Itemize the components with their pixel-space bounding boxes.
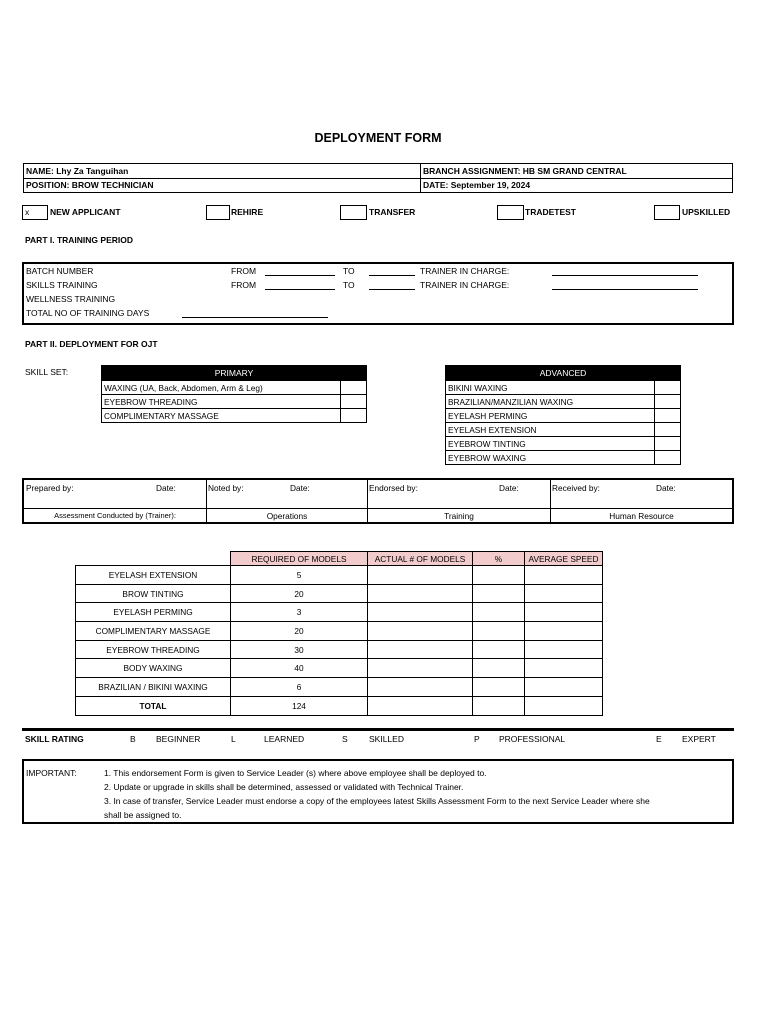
skill-name: EYELASH EXTENSION: [76, 566, 231, 585]
speed-cell[interactable]: [525, 678, 603, 697]
rating-code-p: P: [474, 734, 480, 744]
percent-cell[interactable]: [473, 622, 525, 641]
batch-trainer-field[interactable]: [552, 275, 698, 276]
percent-cell[interactable]: [473, 584, 525, 603]
transfer-checkbox[interactable]: [340, 205, 367, 220]
part2-heading: PART II. DEPLOYMENT FOR OJT: [25, 339, 158, 349]
required-value: 6: [231, 678, 368, 697]
advanced-skill-check[interactable]: [655, 409, 681, 423]
important-note-3: 3. In case of transfer, Service Leader must endorse a copy of the employees latest Skills Assessment Form to the next Service Leader where she: [104, 796, 650, 806]
advanced-skill: BIKINI WAXING: [446, 381, 655, 395]
speed-cell[interactable]: [525, 566, 603, 585]
skills-from-label: FROM: [231, 280, 257, 290]
rating-code-b: B: [130, 734, 136, 744]
advanced-skill-check[interactable]: [655, 395, 681, 409]
percent-total-cell[interactable]: [473, 696, 525, 715]
total-days-field[interactable]: [182, 317, 328, 318]
important-label: IMPORTANT:: [26, 768, 77, 778]
batch-trainer-label: TRAINER IN CHARGE:: [420, 266, 510, 276]
actual-cell[interactable]: [368, 603, 473, 622]
actual-cell[interactable]: [368, 584, 473, 603]
table-row: [76, 622, 603, 641]
required-value: 3: [231, 603, 368, 622]
training-label: Training: [444, 511, 474, 521]
prepared-by-label: Prepared by:: [26, 483, 74, 493]
skills-trainer-label: TRAINER IN CHARGE:: [420, 280, 510, 290]
primary-skill-check[interactable]: [341, 395, 367, 409]
skill-name: BROW TINTING: [76, 584, 231, 603]
transfer-label: TRANSFER: [369, 207, 416, 217]
primary-skill-check[interactable]: [341, 409, 367, 423]
upskilled-checkbox[interactable]: [654, 205, 680, 220]
speed-cell[interactable]: [525, 640, 603, 659]
skills-training-label: SKILLS TRAINING: [26, 280, 98, 290]
rehire-label: REHIRE: [231, 207, 264, 217]
primary-skill: COMPLIMENTARY MASSAGE: [102, 409, 341, 423]
advanced-skill: EYELASH EXTENSION: [446, 423, 655, 437]
skills-from-field[interactable]: [265, 289, 335, 290]
table-row: [76, 584, 603, 603]
models-table: [75, 551, 603, 716]
batch-from-label: FROM: [231, 266, 257, 276]
primary-skill: EYEBROW THREADING: [102, 395, 341, 409]
table-row: [76, 678, 603, 697]
speed-total-cell[interactable]: [525, 696, 603, 715]
rating-name-professional: PROFESSIONAL: [499, 734, 566, 744]
branch-assignment: BRANCH ASSIGNMENT: HB SM GRAND CENTRAL: [423, 166, 627, 176]
rating-code-e: E: [656, 734, 662, 744]
primary-header: PRIMARY: [102, 366, 367, 381]
percent-cell[interactable]: [473, 640, 525, 659]
advanced-header: ADVANCED: [446, 366, 681, 381]
percent-cell[interactable]: [473, 659, 525, 678]
speed-cell[interactable]: [525, 622, 603, 641]
operations-label: Operations: [266, 511, 308, 521]
batch-to-field[interactable]: [369, 275, 415, 276]
received-by-label: Received by:: [552, 483, 600, 493]
required-value: 20: [231, 622, 368, 641]
skill-rating-label: SKILL RATING: [25, 734, 84, 744]
primary-skills-table: [101, 365, 367, 423]
assessment-label: Assessment Conducted by (Trainer):: [54, 511, 176, 520]
skill-set-label: SKILL SET:: [25, 367, 69, 377]
training-period-box: [22, 262, 734, 325]
actual-cell[interactable]: [368, 678, 473, 697]
table-row: [76, 659, 603, 678]
rehire-checkbox[interactable]: [206, 205, 230, 220]
skills-to-label: TO: [343, 280, 355, 290]
actual-cell[interactable]: [368, 659, 473, 678]
endorsed-by-label: Endorsed by:: [369, 483, 418, 493]
part1-heading: PART I. TRAINING PERIOD: [25, 235, 133, 245]
skill-name: COMPLIMENTARY MASSAGE: [76, 622, 231, 641]
table-row: [76, 603, 603, 622]
table-row: [76, 566, 603, 585]
important-note-3-cont: shall be assigned to.: [104, 810, 182, 820]
total-days-label: TOTAL NO OF TRAINING DAYS: [26, 308, 150, 318]
total-row: [76, 696, 603, 715]
hr-label: Human Resource: [609, 511, 674, 521]
advanced-skill: EYELASH PERMING: [446, 409, 655, 423]
new-applicant-label: NEW APPLICANT: [50, 207, 121, 217]
required-models-header: REQUIRED OF MODELS: [231, 552, 368, 566]
total-value: 124: [231, 696, 368, 715]
primary-skill-check[interactable]: [341, 381, 367, 395]
actual-cell[interactable]: [368, 566, 473, 585]
actual-total-cell[interactable]: [368, 696, 473, 715]
tradetest-checkbox[interactable]: [497, 205, 524, 220]
actual-models-header: ACTUAL # OF MODELS: [368, 552, 473, 566]
noted-date-label: Date:: [290, 483, 310, 493]
actual-cell[interactable]: [368, 640, 473, 659]
advanced-skill: BRAZILIAN/MANZILIAN WAXING: [446, 395, 655, 409]
advanced-skill-check[interactable]: [655, 437, 681, 451]
table-row: [76, 640, 603, 659]
page-title: DEPLOYMENT FORM: [314, 131, 442, 145]
advanced-skill: EYEBROW WAXING: [446, 451, 655, 465]
employee-position: POSITION: BROW TECHNICIAN: [26, 180, 154, 190]
endorsed-date-label: Date:: [499, 483, 519, 493]
required-value: 20: [231, 584, 368, 603]
divider: [22, 728, 734, 731]
skills-to-field[interactable]: [369, 289, 415, 290]
important-note-2: 2. Update or upgrade in skills shall be determined, assessed or validated with Technical Trainer.: [104, 782, 464, 792]
advanced-skill: EYEBROW TINTING: [446, 437, 655, 451]
advanced-skill-check[interactable]: [655, 381, 681, 395]
percent-header: %: [473, 552, 525, 566]
speed-cell[interactable]: [525, 584, 603, 603]
percent-cell[interactable]: [473, 603, 525, 622]
actual-cell[interactable]: [368, 622, 473, 641]
primary-skill: WAXING (UA, Back, Abdomen, Arm & Leg): [102, 381, 341, 395]
form-date: DATE: September 19, 2024: [423, 180, 531, 190]
upskilled-label: UPSKILLED: [682, 207, 731, 217]
important-note-1: 1. This endorsement Form is given to Service Leader (s) where above employee shall be deployed to.: [104, 768, 487, 778]
new-applicant-checkbox[interactable]: x: [22, 205, 48, 220]
skill-name: EYEBROW THREADING: [76, 640, 231, 659]
important-notes-box: [22, 759, 734, 824]
wellness-training-label: WELLNESS TRAINING: [26, 294, 116, 304]
rating-name-beginner: BEGINNER: [156, 734, 201, 744]
percent-cell[interactable]: [473, 566, 525, 585]
tradetest-label: TRADETEST: [525, 207, 576, 217]
skill-name: BODY WAXING: [76, 659, 231, 678]
total-label: TOTAL: [76, 696, 231, 715]
percent-cell[interactable]: [473, 678, 525, 697]
signature-box: [22, 478, 734, 524]
batch-number-label: BATCH NUMBER: [26, 266, 94, 276]
batch-from-field[interactable]: [265, 275, 335, 276]
speed-cell[interactable]: [525, 603, 603, 622]
rating-name-learned: LEARNED: [264, 734, 305, 744]
prepared-date-label: Date:: [156, 483, 176, 493]
rating-name-expert: EXPERT: [682, 734, 716, 744]
required-value: 40: [231, 659, 368, 678]
noted-by-label: Noted by:: [208, 483, 244, 493]
batch-to-label: TO: [343, 266, 355, 276]
skill-name: EYELASH PERMING: [76, 603, 231, 622]
employee-info-box: [23, 163, 733, 193]
received-date-label: Date:: [656, 483, 676, 493]
skill-name: BRAZILIAN / BIKINI WAXING: [76, 678, 231, 697]
advanced-skill-check[interactable]: [655, 451, 681, 465]
rating-code-s: S: [342, 734, 348, 744]
rating-name-skilled: SKILLED: [369, 734, 404, 744]
required-value: 30: [231, 640, 368, 659]
skills-trainer-field[interactable]: [552, 289, 698, 290]
average-speed-header: AVERAGE SPEED: [525, 552, 603, 566]
advanced-skill-check[interactable]: [655, 423, 681, 437]
required-value: 5: [231, 566, 368, 585]
employee-name: NAME: Lhy Za Tanguihan: [26, 166, 129, 176]
advanced-skills-table: [445, 365, 681, 465]
rating-code-l: L: [231, 734, 236, 744]
speed-cell[interactable]: [525, 659, 603, 678]
